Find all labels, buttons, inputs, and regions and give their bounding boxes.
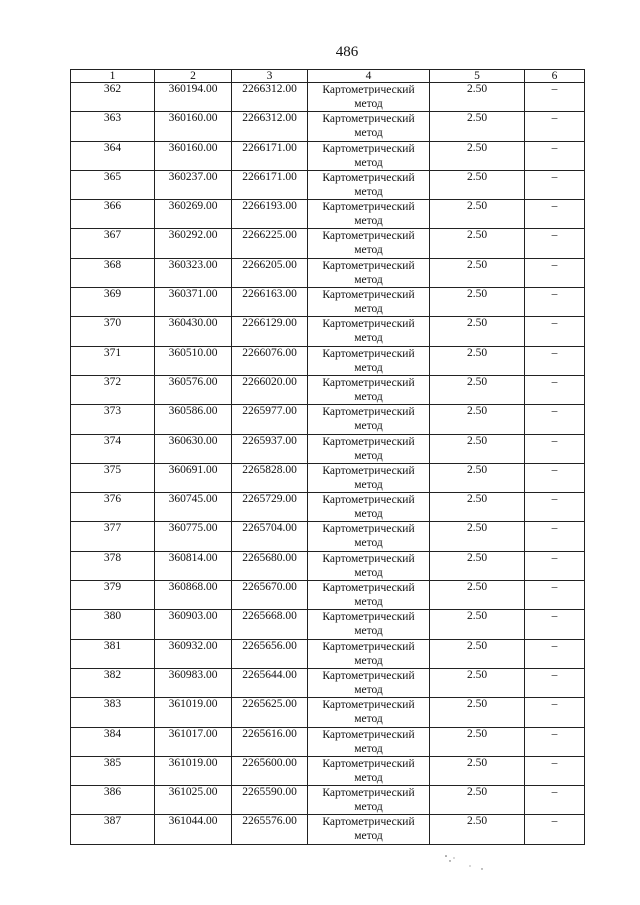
point-number-cell: 362 [71,83,155,112]
x-coordinate-cell: 360814.00 [155,551,232,580]
point-number-cell: 372 [71,375,155,404]
method-cell [308,375,430,404]
method-line: Картометрический [322,376,415,389]
precision-cell: 2.50 [430,317,525,346]
description-cell: – [525,522,585,551]
description-cell: – [525,288,585,317]
x-coordinate-cell: 360691.00 [155,463,232,492]
precision-cell: 2.50 [430,610,525,639]
table-row [71,141,585,170]
method-line: метод [354,127,383,140]
y-coordinate-cell: 2265576.00 [232,815,308,844]
y-coordinate-cell: 2266076.00 [232,346,308,375]
precision-cell: 2.50 [430,727,525,756]
column-header: 4 [308,70,430,83]
y-coordinate-cell: 2266225.00 [232,229,308,258]
method-line: метод [354,801,383,814]
point-number-cell: 364 [71,141,155,170]
column-header: 1 [71,70,155,83]
table-row [71,405,585,434]
point-number-cell: 369 [71,288,155,317]
method-cell [308,668,430,697]
method-cell [308,786,430,815]
method-line: Картометрический [322,201,415,214]
point-number-cell: 376 [71,493,155,522]
description-cell: – [525,405,585,434]
y-coordinate-cell: 2266129.00 [232,317,308,346]
method-cell [308,815,430,844]
y-coordinate-cell: 2266020.00 [232,375,308,404]
point-number-cell: 382 [71,668,155,697]
point-number-cell: 373 [71,405,155,434]
table-row [71,815,585,844]
method-cell [308,522,430,551]
table-row [71,200,585,229]
method-cell [308,170,430,199]
description-cell: – [525,375,585,404]
y-coordinate-cell: 2266171.00 [232,170,308,199]
method-line: метод [354,185,383,198]
precision-cell: 2.50 [430,581,525,610]
method-cell [308,141,430,170]
x-coordinate-cell: 360323.00 [155,258,232,287]
method-line: Картометрический [322,435,415,448]
y-coordinate-cell: 2265590.00 [232,786,308,815]
point-number-cell: 381 [71,639,155,668]
method-line: метод [354,303,383,316]
y-coordinate-cell: 2265644.00 [232,668,308,697]
method-cell [308,405,430,434]
method-line: Картометрический [322,699,415,712]
point-number-cell: 386 [71,786,155,815]
precision-cell: 2.50 [430,346,525,375]
x-coordinate-cell: 360292.00 [155,229,232,258]
y-coordinate-cell: 2266171.00 [232,141,308,170]
x-coordinate-cell: 361019.00 [155,756,232,785]
point-number-cell: 375 [71,463,155,492]
method-line: метод [354,771,383,784]
description-cell: – [525,346,585,375]
method-cell [308,200,430,229]
point-number-cell: 366 [71,200,155,229]
precision-cell: 2.50 [430,258,525,287]
method-line: Картометрический [322,318,415,331]
precision-cell: 2.50 [430,786,525,815]
scan-specks [440,852,490,872]
description-cell: – [525,141,585,170]
table-row [71,522,585,551]
table-row [71,610,585,639]
method-cell [308,698,430,727]
description-cell: – [525,317,585,346]
table-body [71,83,585,845]
method-cell [308,551,430,580]
y-coordinate-cell: 2265729.00 [232,493,308,522]
method-line: метод [354,830,383,843]
method-line: метод [354,273,383,286]
table-row [71,727,585,756]
method-line: Картометрический [322,523,415,536]
method-line: метод [354,625,383,638]
method-cell [308,112,430,141]
x-coordinate-cell: 360868.00 [155,581,232,610]
page-number: 486 [335,44,359,60]
method-line: Картометрический [322,611,415,624]
method-line: метод [354,449,383,462]
precision-cell: 2.50 [430,815,525,844]
description-cell: – [525,698,585,727]
table-row [71,258,585,287]
table-row [71,786,585,815]
method-line: Картометрический [322,494,415,507]
column-header: 3 [232,70,308,83]
method-cell [308,610,430,639]
method-line: Картометрический [322,728,415,741]
description-cell: – [525,551,585,580]
method-line: метод [354,566,383,579]
precision-cell: 2.50 [430,405,525,434]
method-line: Картометрический [322,113,415,126]
y-coordinate-cell: 2265656.00 [232,639,308,668]
method-cell [308,639,430,668]
point-number-cell: 384 [71,727,155,756]
method-line: метод [354,420,383,433]
method-line: метод [354,361,383,374]
method-line: Картометрический [322,84,415,96]
x-coordinate-cell: 360237.00 [155,170,232,199]
y-coordinate-cell: 2265625.00 [232,698,308,727]
method-cell [308,83,430,112]
precision-cell: 2.50 [430,698,525,727]
table-row [71,493,585,522]
precision-cell: 2.50 [430,229,525,258]
table-row [71,698,585,727]
x-coordinate-cell: 360932.00 [155,639,232,668]
y-coordinate-cell: 2266193.00 [232,200,308,229]
method-cell [308,493,430,522]
precision-cell: 2.50 [430,375,525,404]
precision-cell: 2.50 [430,668,525,697]
y-coordinate-cell: 2265977.00 [232,405,308,434]
method-line: Картометрический [322,142,415,155]
table-row [71,668,585,697]
table-row [71,756,585,785]
description-cell: – [525,170,585,199]
point-number-cell: 385 [71,756,155,785]
point-number-cell: 368 [71,258,155,287]
method-line: Картометрический [322,171,415,184]
y-coordinate-cell: 2265828.00 [232,463,308,492]
method-line: метод [354,654,383,667]
method-cell [308,317,430,346]
x-coordinate-cell: 360160.00 [155,141,232,170]
precision-cell: 2.50 [430,463,525,492]
description-cell: – [525,581,585,610]
point-number-cell: 370 [71,317,155,346]
x-coordinate-cell: 360745.00 [155,493,232,522]
description-cell: – [525,258,585,287]
table-row [71,463,585,492]
method-cell [308,756,430,785]
x-coordinate-cell: 360371.00 [155,288,232,317]
table-row [71,170,585,199]
method-line: метод [354,478,383,491]
column-number-row [71,70,585,83]
description-cell: – [525,112,585,141]
x-coordinate-cell: 360510.00 [155,346,232,375]
y-coordinate-cell: 2266312.00 [232,83,308,112]
precision-cell: 2.50 [430,756,525,785]
table-row [71,83,585,112]
description-cell: – [525,786,585,815]
y-coordinate-cell: 2265670.00 [232,581,308,610]
x-coordinate-cell: 360430.00 [155,317,232,346]
y-coordinate-cell: 2265616.00 [232,727,308,756]
x-coordinate-cell: 360576.00 [155,375,232,404]
method-line: Картометрический [322,230,415,243]
method-line: метод [354,596,383,609]
description-cell: – [525,727,585,756]
point-number-cell: 380 [71,610,155,639]
point-number-cell: 377 [71,522,155,551]
x-coordinate-cell: 360630.00 [155,434,232,463]
method-line: метод [354,332,383,345]
table-row [71,346,585,375]
x-coordinate-cell: 361017.00 [155,727,232,756]
description-cell: – [525,493,585,522]
method-line: метод [354,683,383,696]
y-coordinate-cell: 2265668.00 [232,610,308,639]
y-coordinate-cell: 2265704.00 [232,522,308,551]
column-header: 5 [430,70,525,83]
description-cell: – [525,229,585,258]
method-cell [308,581,430,610]
method-line: Картометрический [322,406,415,419]
point-number-cell: 378 [71,551,155,580]
table-row [71,434,585,463]
description-cell: – [525,639,585,668]
precision-cell: 2.50 [430,112,525,141]
precision-cell: 2.50 [430,141,525,170]
x-coordinate-cell: 360903.00 [155,610,232,639]
x-coordinate-cell: 360586.00 [155,405,232,434]
precision-cell: 2.50 [430,83,525,112]
table-row [71,551,585,580]
description-cell: – [525,434,585,463]
table-row [71,229,585,258]
table-row [71,639,585,668]
y-coordinate-cell: 2266312.00 [232,112,308,141]
point-number-cell: 363 [71,112,155,141]
method-line: метод [354,537,383,550]
table-row [71,112,585,141]
precision-cell: 2.50 [430,170,525,199]
y-coordinate-cell: 2266205.00 [232,258,308,287]
method-line: Картометрический [322,816,415,829]
precision-cell: 2.50 [430,200,525,229]
point-number-cell: 379 [71,581,155,610]
method-line: метод [354,742,383,755]
x-coordinate-cell: 361019.00 [155,698,232,727]
method-line: Картометрический [322,347,415,360]
method-line: Картометрический [322,787,415,800]
method-line: Картометрический [322,669,415,682]
x-coordinate-cell: 361044.00 [155,815,232,844]
precision-cell: 2.50 [430,551,525,580]
method-line: Картометрический [322,464,415,477]
table-row [71,375,585,404]
point-number-cell: 367 [71,229,155,258]
x-coordinate-cell: 360160.00 [155,112,232,141]
precision-cell: 2.50 [430,639,525,668]
x-coordinate-cell: 360983.00 [155,668,232,697]
column-header: 2 [155,70,232,83]
table-row [71,288,585,317]
table-row [71,317,585,346]
y-coordinate-cell: 2265937.00 [232,434,308,463]
method-cell [308,258,430,287]
precision-cell: 2.50 [430,288,525,317]
x-coordinate-cell: 361025.00 [155,786,232,815]
method-line: метод [354,98,383,110]
precision-cell: 2.50 [430,434,525,463]
description-cell: – [525,200,585,229]
y-coordinate-cell: 2266163.00 [232,288,308,317]
precision-cell: 2.50 [430,522,525,551]
method-line: метод [354,508,383,521]
method-line: Картометрический [322,757,415,770]
method-cell [308,463,430,492]
point-number-cell: 387 [71,815,155,844]
point-number-cell: 383 [71,698,155,727]
method-line: Картометрический [322,259,415,272]
method-line: метод [354,156,383,169]
y-coordinate-cell: 2265680.00 [232,551,308,580]
x-coordinate-cell: 360269.00 [155,200,232,229]
method-cell [308,727,430,756]
description-cell: – [525,83,585,112]
description-cell: – [525,463,585,492]
method-line: Картометрический [322,640,415,653]
description-cell: – [525,610,585,639]
description-cell: – [525,756,585,785]
point-number-cell: 365 [71,170,155,199]
description-cell: – [525,815,585,844]
method-line: метод [354,215,383,228]
x-coordinate-cell: 360194.00 [155,83,232,112]
coordinates-table [70,69,585,845]
method-cell [308,229,430,258]
method-line: Картометрический [322,552,415,565]
method-line: метод [354,390,383,403]
column-header: 6 [525,70,585,83]
point-number-cell: 374 [71,434,155,463]
method-cell [308,434,430,463]
table-row [71,581,585,610]
method-cell [308,346,430,375]
method-line: метод [354,244,383,257]
method-line: Картометрический [322,289,415,302]
precision-cell: 2.50 [430,493,525,522]
description-cell: – [525,668,585,697]
x-coordinate-cell: 360775.00 [155,522,232,551]
method-line: Картометрический [322,582,415,595]
method-line: метод [354,713,383,726]
method-cell [308,288,430,317]
point-number-cell: 371 [71,346,155,375]
y-coordinate-cell: 2265600.00 [232,756,308,785]
